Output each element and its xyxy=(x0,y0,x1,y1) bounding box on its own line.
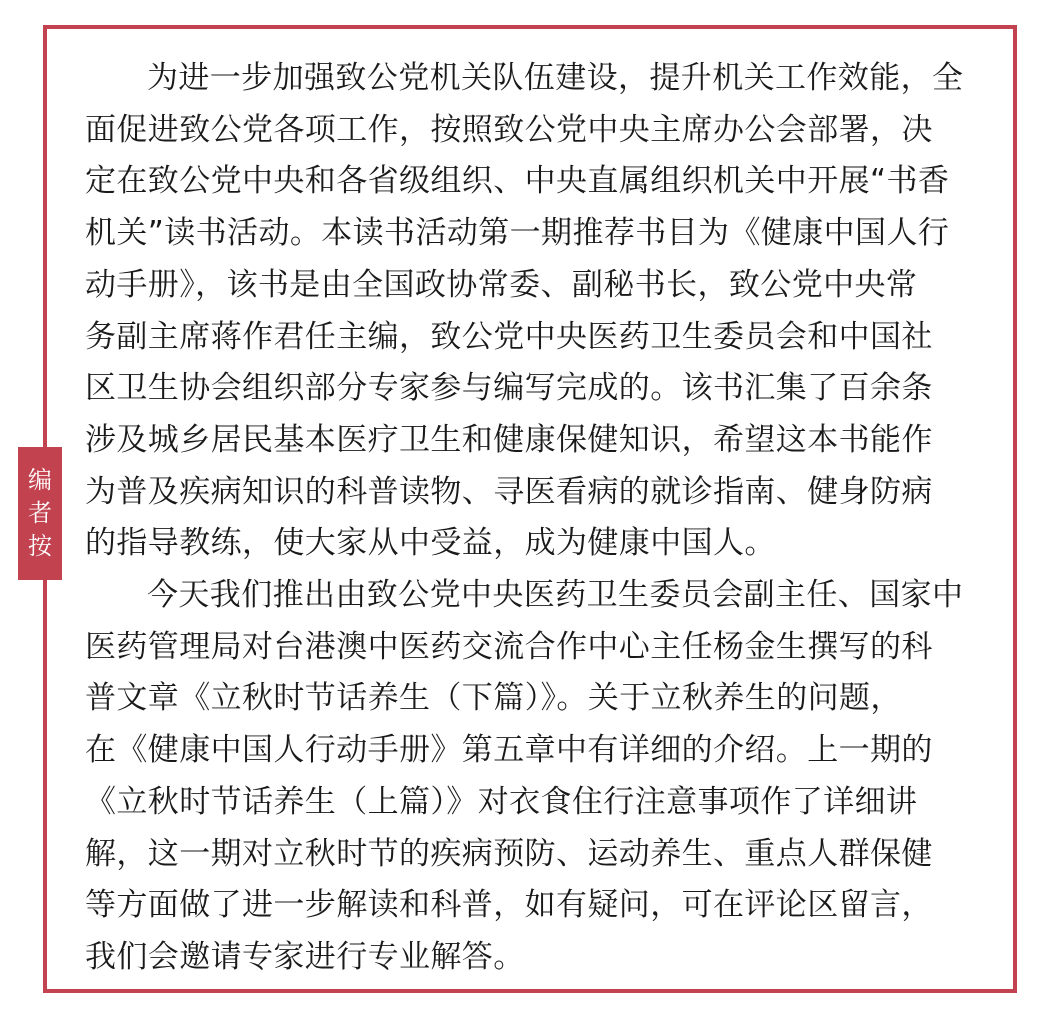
tag-char: 者 xyxy=(28,499,52,527)
tag-char: 按 xyxy=(28,532,52,560)
paragraph-2 xyxy=(85,570,980,984)
text-line: 定在致公党中央和各省级组织、中央直属组织机关中开展“书香 xyxy=(85,163,950,200)
text-line: 等方面做了进一步解读和科普，如有疑问，可在评论区留言， xyxy=(85,887,933,924)
text-line: 为普及疾病知识的科普读物、寻医看病的就诊指南、健身防病 xyxy=(85,473,933,510)
paragraph-1 xyxy=(85,53,980,570)
text-line: 机关”读书活动。本读书活动第一期推荐书目为《健康中国人行 xyxy=(85,215,950,252)
editor-note-tag xyxy=(18,447,62,580)
text-line: 面促进致公党各项工作，按照致公党中央主席办公会部署，决 xyxy=(85,111,933,148)
editor-note-content xyxy=(85,53,980,984)
text-line: 动手册》，该书是由全国政协常委、副秘书长，致公党中央常 xyxy=(85,266,918,303)
text-line: 《立秋时节话养生（上篇）》对衣食住行注意事项作了详细讲 xyxy=(85,783,918,820)
text-line: 今天我们推出由致公党中央医药卫生委员会副主任、国家中 xyxy=(147,577,964,614)
text-line: 涉及城乡居民基本医疗卫生和健康保健知识，希望这本书能作 xyxy=(85,421,933,458)
text-line: 解，这一期对立秋时节的疾病预防、运动养生、重点人群保健 xyxy=(85,835,933,872)
text-line: 务副主席蒋作君任主编，致公党中央医药卫生委员会和中国社 xyxy=(85,318,933,355)
text-line: 的指导教练，使大家从中受益，成为健康中国人。 xyxy=(85,525,776,562)
tag-char: 编 xyxy=(28,466,52,494)
text-line: 区卫生协会组织部分专家参与编写完成的。该书汇集了百余条 xyxy=(85,370,933,407)
text-line: 医药管理局对台港澳中医药交流合作中心主任杨金生撰写的科 xyxy=(85,628,933,665)
text-line: 在《健康中国人行动手册》第五章中有详细的介绍。上一期的 xyxy=(85,732,933,769)
text-line: 普文章《立秋时节话养生（下篇）》。关于立秋养生的问题， xyxy=(85,680,902,717)
text-line: 我们会邀请专家进行专业解答。 xyxy=(85,938,525,975)
text-line: 为进一步加强致公党机关队伍建设，提升机关工作效能，全 xyxy=(147,60,964,96)
